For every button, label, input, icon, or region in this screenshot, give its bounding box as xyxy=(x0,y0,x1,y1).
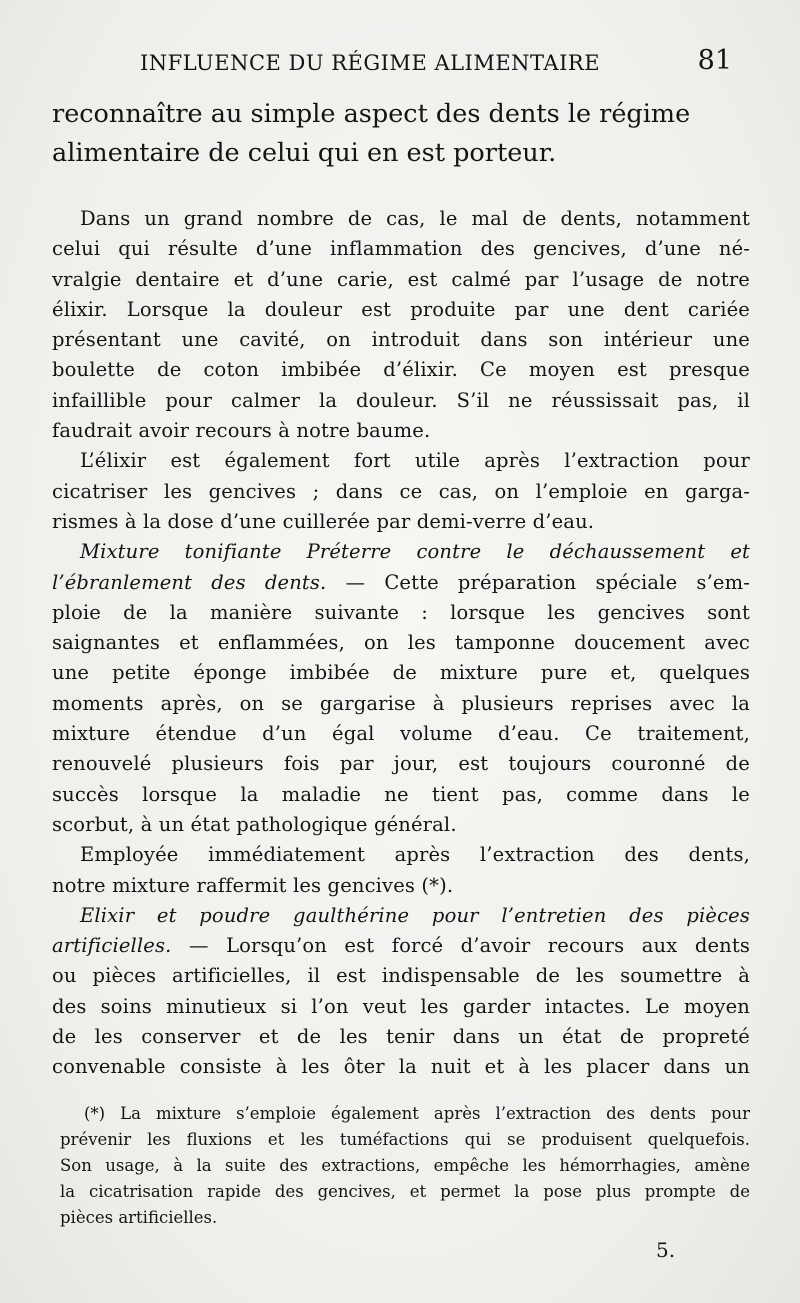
text-fragment: — Cette préparation spéciale s’em- xyxy=(326,570,750,594)
text-line: alimentaire de celui qui en est porteur. xyxy=(52,138,557,168)
text-line: infaillible pour calmer la douleur. S’il ne réussissait pas, il xyxy=(52,388,750,412)
footnote-line: Son usage, à la suite des extractions, empêche les hémorrhagies, amène xyxy=(60,1156,750,1175)
text-line: saignantes et enflammées, on les tamponne doucement avec xyxy=(52,631,750,655)
text-line: renouvelé plusieurs fois par jour, est toujours couronné de xyxy=(52,752,750,776)
text-line xyxy=(52,568,750,598)
text-line: faudrait avoir recours à notre baume. xyxy=(52,419,431,443)
lead-paragraph xyxy=(52,95,742,173)
text-line: rismes à la dose d’une cuillerée par demi-verre d’eau. xyxy=(52,509,595,533)
footnote xyxy=(60,1101,750,1231)
text-fragment: — Lorsqu’on est forcé d’avoir recours aux dents xyxy=(171,934,750,958)
text-line: Employée immédiatement après l’extraction des dents, xyxy=(80,843,750,867)
page-number: 81 xyxy=(697,45,732,76)
text-line: scorbut, à un état pathologique général. xyxy=(52,812,457,836)
text-line: vralgie dentaire et d’une carie, est calmé par l’usage de notre xyxy=(52,267,750,291)
text-line: ploie de la manière suivante : lorsque les gencives sont xyxy=(52,600,750,624)
footnote-line: pièces artificielles. xyxy=(60,1208,218,1227)
text-line: moments après, on se gargarise à plusieurs reprises avec la xyxy=(52,691,750,715)
text-line: de les conserver et de les tenir dans un état de propreté xyxy=(52,1025,750,1049)
text-line: cicatriser les gencives ; dans ce cas, on l’emploie en garga- xyxy=(52,479,750,503)
signature-mark: 5. xyxy=(656,1238,676,1262)
section-heading-line: Elixir et poudre gaulthérine pour l’entretien des pièces xyxy=(80,903,750,927)
text-line: mixture étendue d’un égal volume d’eau. Ce traitement, xyxy=(52,722,750,746)
text-line: ou pièces artificielles, il est indispensable de les soumettre à xyxy=(52,964,750,988)
footnote-line: prévenir les fluxions et les tuméfactions qui se produisent quelquefois. xyxy=(60,1130,750,1149)
text-line: boulette de coton imbibée d’élixir. Ce moyen est presque xyxy=(52,358,750,382)
text-line: élixir. Lorsque la douleur est produite par une dent cariée xyxy=(52,297,750,321)
text-line: succès lorsque la maladie ne tient pas, comme dans le xyxy=(52,782,750,806)
text-line: reconnaître au simple aspect des dents le régime xyxy=(52,99,691,129)
text-line: L’élixir est également fort utile après l’extraction pour xyxy=(80,449,750,473)
text-line: des soins minutieux si l’on veut les garder intactes. Le moyen xyxy=(52,994,750,1018)
text-line: convenable consiste à les ôter la nuit et à les placer dans un xyxy=(52,1055,750,1079)
page-header xyxy=(140,45,740,81)
section-heading-end: l’ébranlement des dents. xyxy=(52,570,327,594)
text-line: notre mixture raffermit les gencives (*). xyxy=(52,873,454,897)
section-heading-line: Mixture tonifiante Préterre contre le déchaussement et xyxy=(80,540,750,564)
text-line xyxy=(52,931,750,961)
footnote-line: (*) La mixture s’emploie également après l’extraction des dents pour xyxy=(84,1104,750,1123)
text-line: présentant une cavité, on introduit dans son intérieur une xyxy=(52,328,750,352)
text-line: Dans un grand nombre de cas, le mal de dents, notamment xyxy=(80,207,750,230)
body-text xyxy=(52,204,750,1083)
text-line: celui qui résulte d’une inflammation des gencives, d’une né- xyxy=(52,237,750,261)
text-line: une petite éponge imbibée de mixture pure et, quelques xyxy=(52,661,750,685)
section-heading-end: artificielles. xyxy=(52,934,172,958)
footnote-line: la cicatrisation rapide des gencives, et permet la pose plus prompte de xyxy=(60,1182,750,1201)
running-title: INFLUENCE DU RÉGIME ALIMENTAIRE xyxy=(140,51,601,75)
